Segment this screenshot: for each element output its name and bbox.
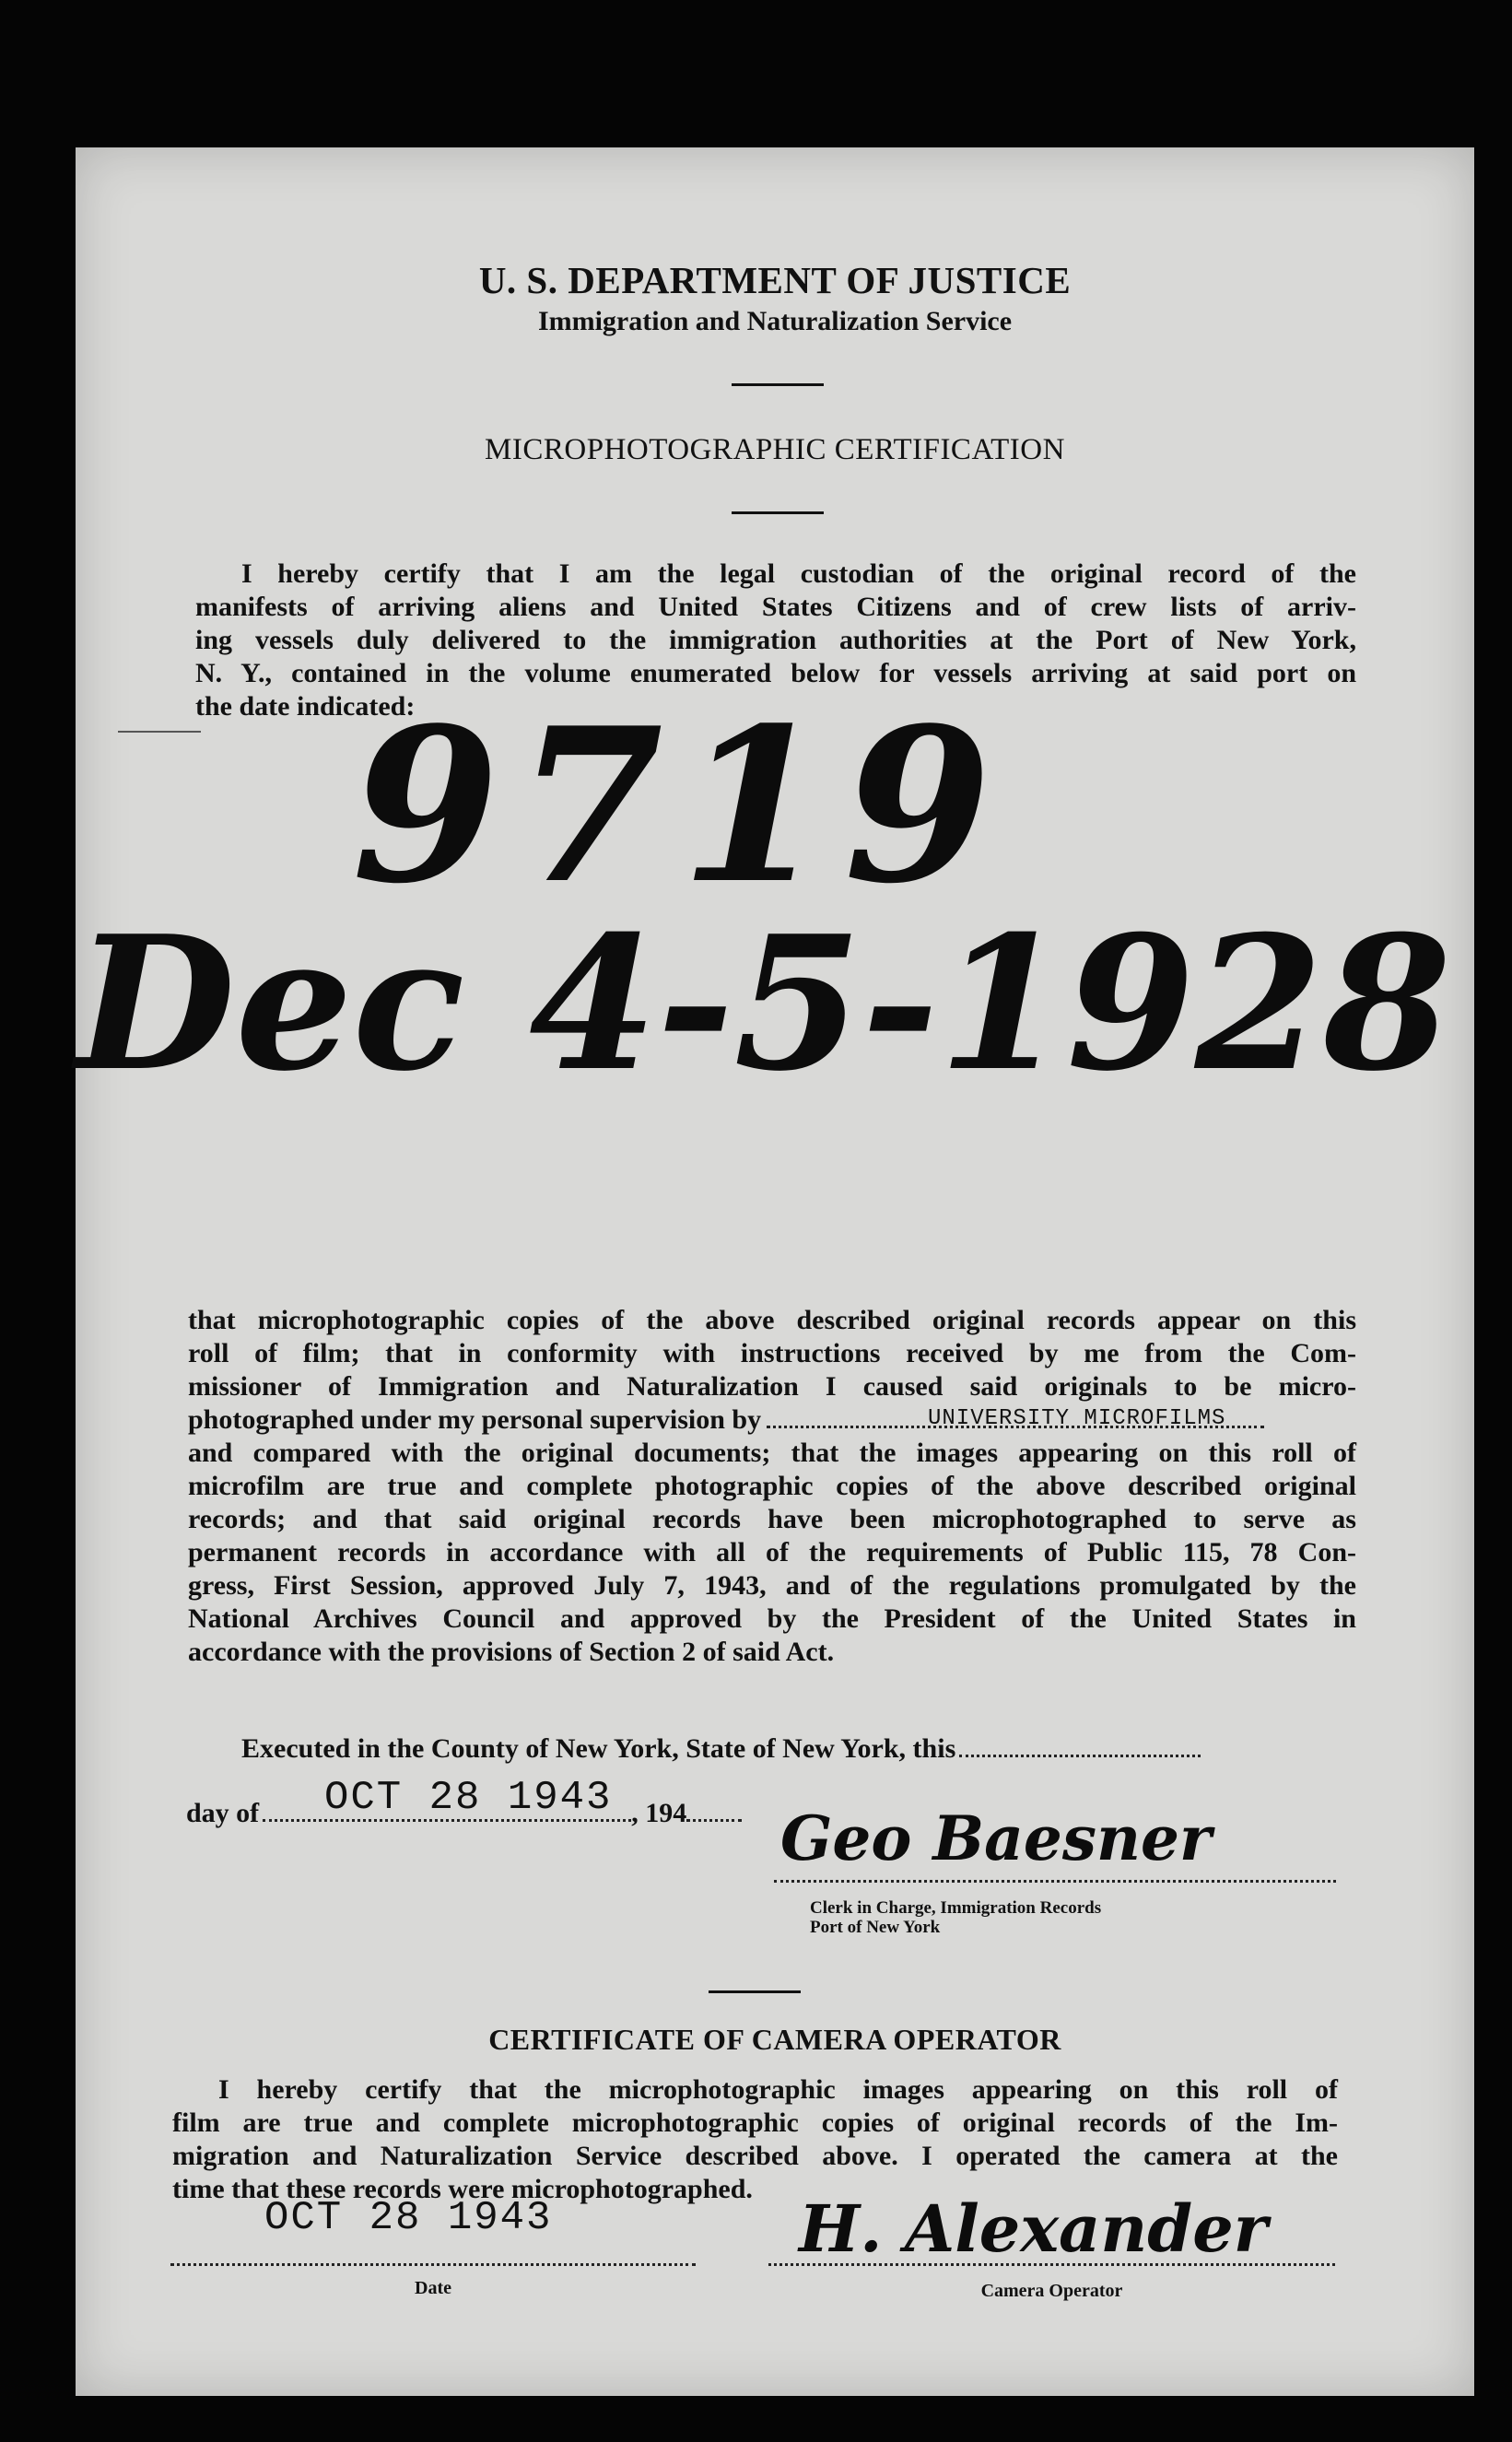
body-paragraph — [188, 1304, 1356, 1669]
camera-line: time that these records were microphotographed. — [172, 2174, 753, 2204]
body-line: microfilm are true and complete photographic copies of the above described original — [188, 1471, 1356, 1501]
body-line: permanent records in accordance with all of the requirements of Public 115, 78 Con- — [188, 1537, 1356, 1567]
body-line: National Archives Council and approved by the President of the United States in — [188, 1603, 1356, 1634]
day-dotted-line — [959, 1734, 1201, 1757]
operator-label: Camera Operator — [980, 2281, 1123, 2301]
date-signature-line — [170, 2263, 696, 2266]
clerk-title: Clerk in Charge, Immigration Records — [810, 1898, 1102, 1918]
divider — [732, 383, 824, 386]
service-subheading: Immigration and Naturalization Service — [537, 306, 1013, 336]
department-heading: U. S. DEPARTMENT OF JUSTICE — [478, 259, 1072, 301]
certification-title: MICROPHOTOGRAPHIC CERTIFICATION — [485, 433, 1065, 466]
year-dotted-line — [686, 1799, 742, 1822]
microfilmer-typed: UNIVERSITY MICROFILMS — [928, 1406, 1226, 1431]
body-line: that microphotographic copies of the above described original records appear on this — [188, 1305, 1356, 1335]
camera-paragraph — [172, 2073, 1338, 2206]
executed-date-stamp: OCT 28 1943 — [324, 1775, 613, 1821]
body-line: missioner of Immigration and Naturalization I caused said originals to be micro- — [188, 1371, 1356, 1402]
intro-line: the date indicated: — [195, 691, 416, 722]
intro-line: manifests of arriving aliens and United States Citizens and of crew lists of arriv- — [195, 592, 1356, 622]
stray-mark — [118, 731, 201, 733]
camera-certificate-title: CERTIFICATE OF CAMERA OPERATOR — [488, 2023, 1061, 2056]
body-line: gress, First Session, approved July 7, 1943, and of the regulations promulgated by the — [188, 1570, 1356, 1601]
camera-line: I hereby certify that the microphotographic images appearing on this roll of — [218, 2074, 1338, 2105]
camera-line: migration and Naturalization Service described above. I operated the camera at the — [172, 2141, 1338, 2171]
camera-date-stamp: OCT 28 1943 — [264, 2195, 553, 2241]
body-line: accordance with the provisions of Section 2 of said Act. — [188, 1637, 835, 1667]
body-line: roll of film; that in conformity with instructions received by me from the Com- — [188, 1338, 1356, 1368]
certificate-page — [76, 147, 1474, 2396]
body-line: and compared with the original documents; that the images appearing on this roll of — [188, 1438, 1356, 1468]
day-of-label: day of — [186, 1798, 260, 1828]
handwritten-volume: 9719 — [352, 682, 1009, 931]
clerk-office: Port of New York — [810, 1918, 941, 1937]
intro-line: I hereby certify that I am the legal custodian of the original record of the — [241, 558, 1356, 589]
operator-signature: H. Alexander — [799, 2190, 1268, 2267]
date-label: Date — [415, 2278, 451, 2298]
clerk-signature-line — [774, 1880, 1336, 1883]
executed-line — [241, 1732, 1201, 1766]
handwritten-date: Dec 4-5-1928 — [76, 896, 1452, 1112]
intro-line: N. Y., contained in the volume enumerated below for vessels arriving at said port on — [195, 658, 1356, 688]
divider — [732, 511, 824, 514]
body-line: records; and that said original records have been microphotographed to serve as — [188, 1504, 1356, 1534]
camera-line: film are true and complete microphotographic copies of original records of the Im- — [172, 2107, 1338, 2138]
executed-text: Executed in the County of New York, State of New York, this — [241, 1733, 956, 1764]
operator-signature-line — [768, 2263, 1335, 2266]
divider — [709, 1990, 801, 1993]
body-line-text: photographed under my personal supervision by — [188, 1404, 762, 1435]
year-prefix: , 194 — [631, 1798, 687, 1828]
clerk-signature: Geo Baesner — [780, 1802, 1212, 1874]
intro-line: ing vessels duly delivered to the immigration authorities at the Port of New York, — [195, 625, 1356, 655]
